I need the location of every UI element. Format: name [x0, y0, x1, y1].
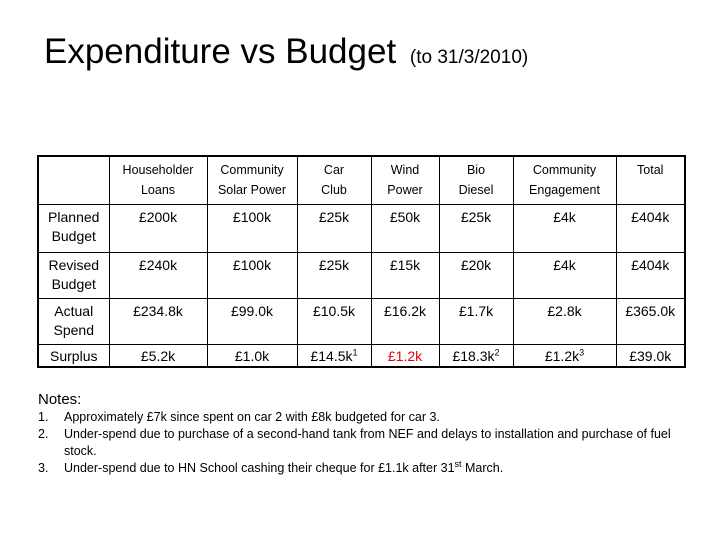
table-cell: £10.5k	[297, 298, 371, 344]
note-text: Approximately £7k since spent on car 2 with £8k budgeted for car 3.	[64, 410, 440, 424]
column-header: Community Solar Power	[207, 156, 297, 204]
table-cell: £234.8k	[109, 298, 207, 344]
title-main: Expenditure vs Budget	[44, 32, 397, 71]
table-cell: £25k	[297, 204, 371, 252]
note-text: Under-spend due to HN School cashing their cheque for £1.1k after 31	[64, 461, 455, 475]
note-number: 2.	[38, 427, 49, 441]
notes-section	[38, 390, 678, 477]
table-cell: £25k	[439, 204, 513, 252]
table-cell: £20k	[439, 252, 513, 298]
table-cell-negative: £1.2k	[371, 344, 439, 367]
table-cell: £25k	[297, 252, 371, 298]
table-cell: £5.2k	[109, 344, 207, 367]
footnote-marker: 1	[352, 346, 358, 357]
table-cell: £39.0k	[616, 344, 685, 367]
table-cell: £4k	[513, 204, 616, 252]
table-row	[38, 204, 685, 252]
note-item	[38, 460, 678, 477]
table-row	[38, 252, 685, 298]
table-cell: £2.8k	[513, 298, 616, 344]
row-label: Surplus	[38, 344, 109, 367]
table-cell: $£1.2k^3$	[513, 344, 616, 367]
row-label: Planned Budget	[38, 204, 109, 252]
note-item	[38, 409, 678, 426]
header-corner	[38, 156, 109, 204]
table-row	[38, 298, 685, 344]
row-label: Actual Spend	[38, 298, 109, 344]
table-cell: £99.0k	[207, 298, 297, 344]
table-cell: £365.0k	[616, 298, 685, 344]
table-cell: £100k	[207, 204, 297, 252]
table-cell: £404k	[616, 252, 685, 298]
table-cell: £16.2k	[371, 298, 439, 344]
note-superscript: st	[454, 458, 462, 469]
note-text-tail: March.	[461, 461, 504, 475]
table-cell: £1.7k	[439, 298, 513, 344]
note-text: Under-spend due to purchase of a second-hand tank from NEF and delays to installation and purchase of fuel stock.	[64, 427, 671, 458]
column-header: Householder Loans	[109, 156, 207, 204]
column-header: Community Engagement	[513, 156, 616, 204]
notes-list	[38, 409, 678, 477]
table-cell: £50k	[371, 204, 439, 252]
column-header: Wind Power	[371, 156, 439, 204]
table-cell: £240k	[109, 252, 207, 298]
table-cell: $£18.3k^2$	[439, 344, 513, 367]
budget-table	[37, 155, 686, 368]
column-header: Total	[616, 156, 685, 204]
note-number: 1.	[38, 410, 49, 424]
note-item	[38, 426, 678, 460]
row-label: Revised Budget	[38, 252, 109, 298]
note-number: 3.	[38, 461, 49, 475]
footnote-marker: 3	[579, 346, 585, 357]
table-cell: £404k	[616, 204, 685, 252]
footnote-marker: 2	[494, 346, 500, 357]
table-row	[38, 344, 685, 367]
title-subtitle: (to 31/3/2010)	[409, 47, 529, 68]
table-header-row	[38, 156, 685, 204]
table-cell: £100k	[207, 252, 297, 298]
column-header: Bio Diesel	[439, 156, 513, 204]
notes-heading: Notes:	[38, 391, 82, 408]
column-header: Car Club	[297, 156, 371, 204]
table-cell: £200k	[109, 204, 207, 252]
table-cell: £1.0k	[207, 344, 297, 367]
table-cell: £4k	[513, 252, 616, 298]
slide-title	[44, 30, 528, 80]
table-cell: £15k	[371, 252, 439, 298]
table-cell: $£14.5k^1$	[297, 344, 371, 367]
